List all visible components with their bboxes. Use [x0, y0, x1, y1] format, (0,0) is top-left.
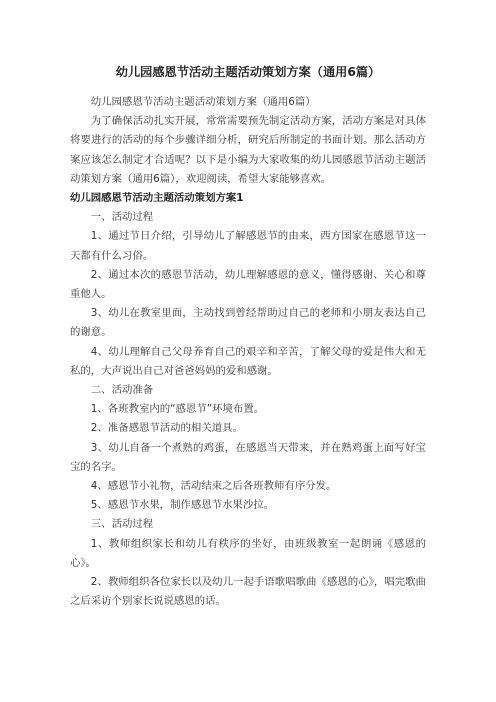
list-item: 3、幼儿自备一个煮熟的鸡蛋，在感恩当天带来，并在熟鸡蛋上面写好宝宝的名字。 — [70, 441, 426, 473]
list-item: 1、通过节日介绍，引导幼儿了解感恩节的由来，西方国家在感恩节这一天都有什么习俗。 — [70, 230, 426, 262]
list-item: 5、感恩节水果，制作感恩节水果沙拉。 — [90, 499, 275, 512]
list-item: 2、准备感恩节活动的相关道具。 — [90, 422, 243, 435]
list-item: 1、教师组织家长和幼儿有秩序的坐好，由班级教室一起朗诵《感恩的心》。 — [70, 537, 426, 569]
section-heading: 幼儿园感恩节活动主题活动策划方案1 — [70, 192, 244, 205]
list-item: 2、教师组织各位家长以及幼儿一起手语歌唱歌曲《感恩的心》，唱完歌曲之后采访个别家长说说感恩的话。 — [70, 576, 426, 608]
subtitle-paragraph: 幼儿园感恩节活动主题活动策划方案（通用6篇） — [90, 96, 316, 108]
list-item: 3、幼儿在教室里面，主动找到曾经帮助过自己的老师和小朋友表达自己的谢意。 — [70, 307, 426, 339]
document-body — [70, 93, 426, 611]
list-item: 2、通过本次的感恩节活动，幼儿理解感恩的意义，懂得感谢、关心和尊重他人。 — [70, 268, 426, 301]
intro-paragraph: 为了确保活动扎实开展，常常需要预先制定活动方案，活动方案是对具体将要进行的活动的每个步骤详细分析，研究后所制定的书面计划。那么活动方案应该怎么制定才合适呢？以下是小编为大家收集的幼儿园感恩节活动主题活动策划方案（通用6篇），欢迎阅读，希望大家能够喜欢。 — [70, 115, 426, 185]
subsection-heading: 三、活动过程 — [90, 518, 154, 531]
list-item: 4、感恩节小礼物，活动结束之后各班教师有序分发。 — [90, 480, 337, 493]
subsection-heading: 一、活动过程 — [90, 211, 154, 224]
list-item: 1、各班教室内的“感恩节”环境布置。 — [90, 403, 265, 416]
list-item: 4、幼儿理解自己父母养育自己的艰辛和辛苦，了解父母的爱是伟大和无私的，大声说出自己对爸爸妈妈的爱和感谢。 — [70, 345, 426, 377]
document-title: 幼儿园感恩节活动主题活动策划方案（通用6篇） — [115, 65, 381, 79]
subsection-heading: 二、活动准备 — [90, 384, 154, 397]
